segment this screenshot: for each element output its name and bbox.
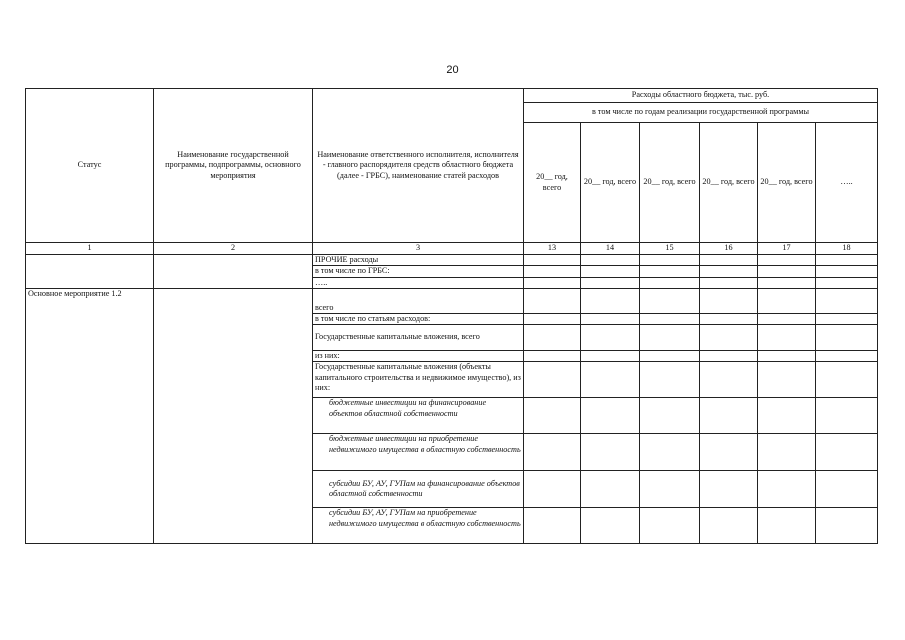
header-expenses: Расходы областного бюджета, тыс. руб. bbox=[524, 89, 878, 103]
header-year-2: 20__ год, всего bbox=[581, 123, 640, 243]
budget-table bbox=[25, 88, 878, 544]
header-year-1: 20__ год, всего bbox=[524, 123, 581, 243]
col-num: 1 bbox=[26, 243, 154, 255]
row-incl-grbs: в том числе по ГРБС: bbox=[313, 266, 524, 277]
row-inv-financing: бюджетные инвестиции на финансирование объектов областной собственности bbox=[313, 398, 524, 434]
row-inv-purchase: бюджетные инвестиции на приобретение недвижимого имущества в областную собственность bbox=[313, 434, 524, 471]
header-executor: Наименование ответственного исполнителя, исполнителя - главного распорядителя средств областного бюджета (далее - ГРБС), наименование статей расходов bbox=[313, 89, 524, 243]
header-year-more: ….. bbox=[816, 123, 878, 243]
header-status: Статус bbox=[26, 89, 154, 243]
col-num: 18 bbox=[816, 243, 878, 255]
row-incl-articles: в том числе по статьям расходов: bbox=[313, 313, 524, 324]
row-capital-objects: Государственные капитальные вложения (объекты капитального строительства и недвижимое имущество), из них: bbox=[313, 362, 524, 398]
col-num: 17 bbox=[758, 243, 816, 255]
row-subs-financing: субсидии БУ, АУ, ГУПам на финансирование объектов областной собственности bbox=[313, 471, 524, 508]
col-num: 15 bbox=[640, 243, 700, 255]
row-subs-purchase: субсидии БУ, АУ, ГУПам на приобретение недвижимого имущества в областную собственность bbox=[313, 508, 524, 544]
table-row bbox=[26, 288, 878, 313]
header-year-4: 20__ год, всего bbox=[700, 123, 758, 243]
row-other-expenses: ПРОЧИЕ расходы bbox=[313, 255, 524, 266]
col-num: 2 bbox=[154, 243, 313, 255]
row-of-which: из них: bbox=[313, 351, 524, 362]
column-numbers-row bbox=[26, 243, 878, 255]
row-dots: ….. bbox=[313, 277, 524, 288]
col-num: 13 bbox=[524, 243, 581, 255]
header-by-years: в том числе по годам реализации государственной программы bbox=[524, 103, 878, 123]
header-year-3: 20__ год, всего bbox=[640, 123, 700, 243]
header-year-5: 20__ год, всего bbox=[758, 123, 816, 243]
row-capital: Государственные капитальные вложения, всего bbox=[313, 325, 524, 351]
page-number: 20 bbox=[446, 64, 459, 76]
col-num: 14 bbox=[581, 243, 640, 255]
col-num: 16 bbox=[700, 243, 758, 255]
col-num: 3 bbox=[313, 243, 524, 255]
row-total: всего bbox=[313, 288, 524, 313]
header-program-name: Наименование государственной программы, подпрограммы, основного мероприятия bbox=[154, 89, 313, 243]
table-row bbox=[26, 255, 878, 266]
row-event-status: Основное мероприятие 1.2 bbox=[26, 288, 154, 544]
